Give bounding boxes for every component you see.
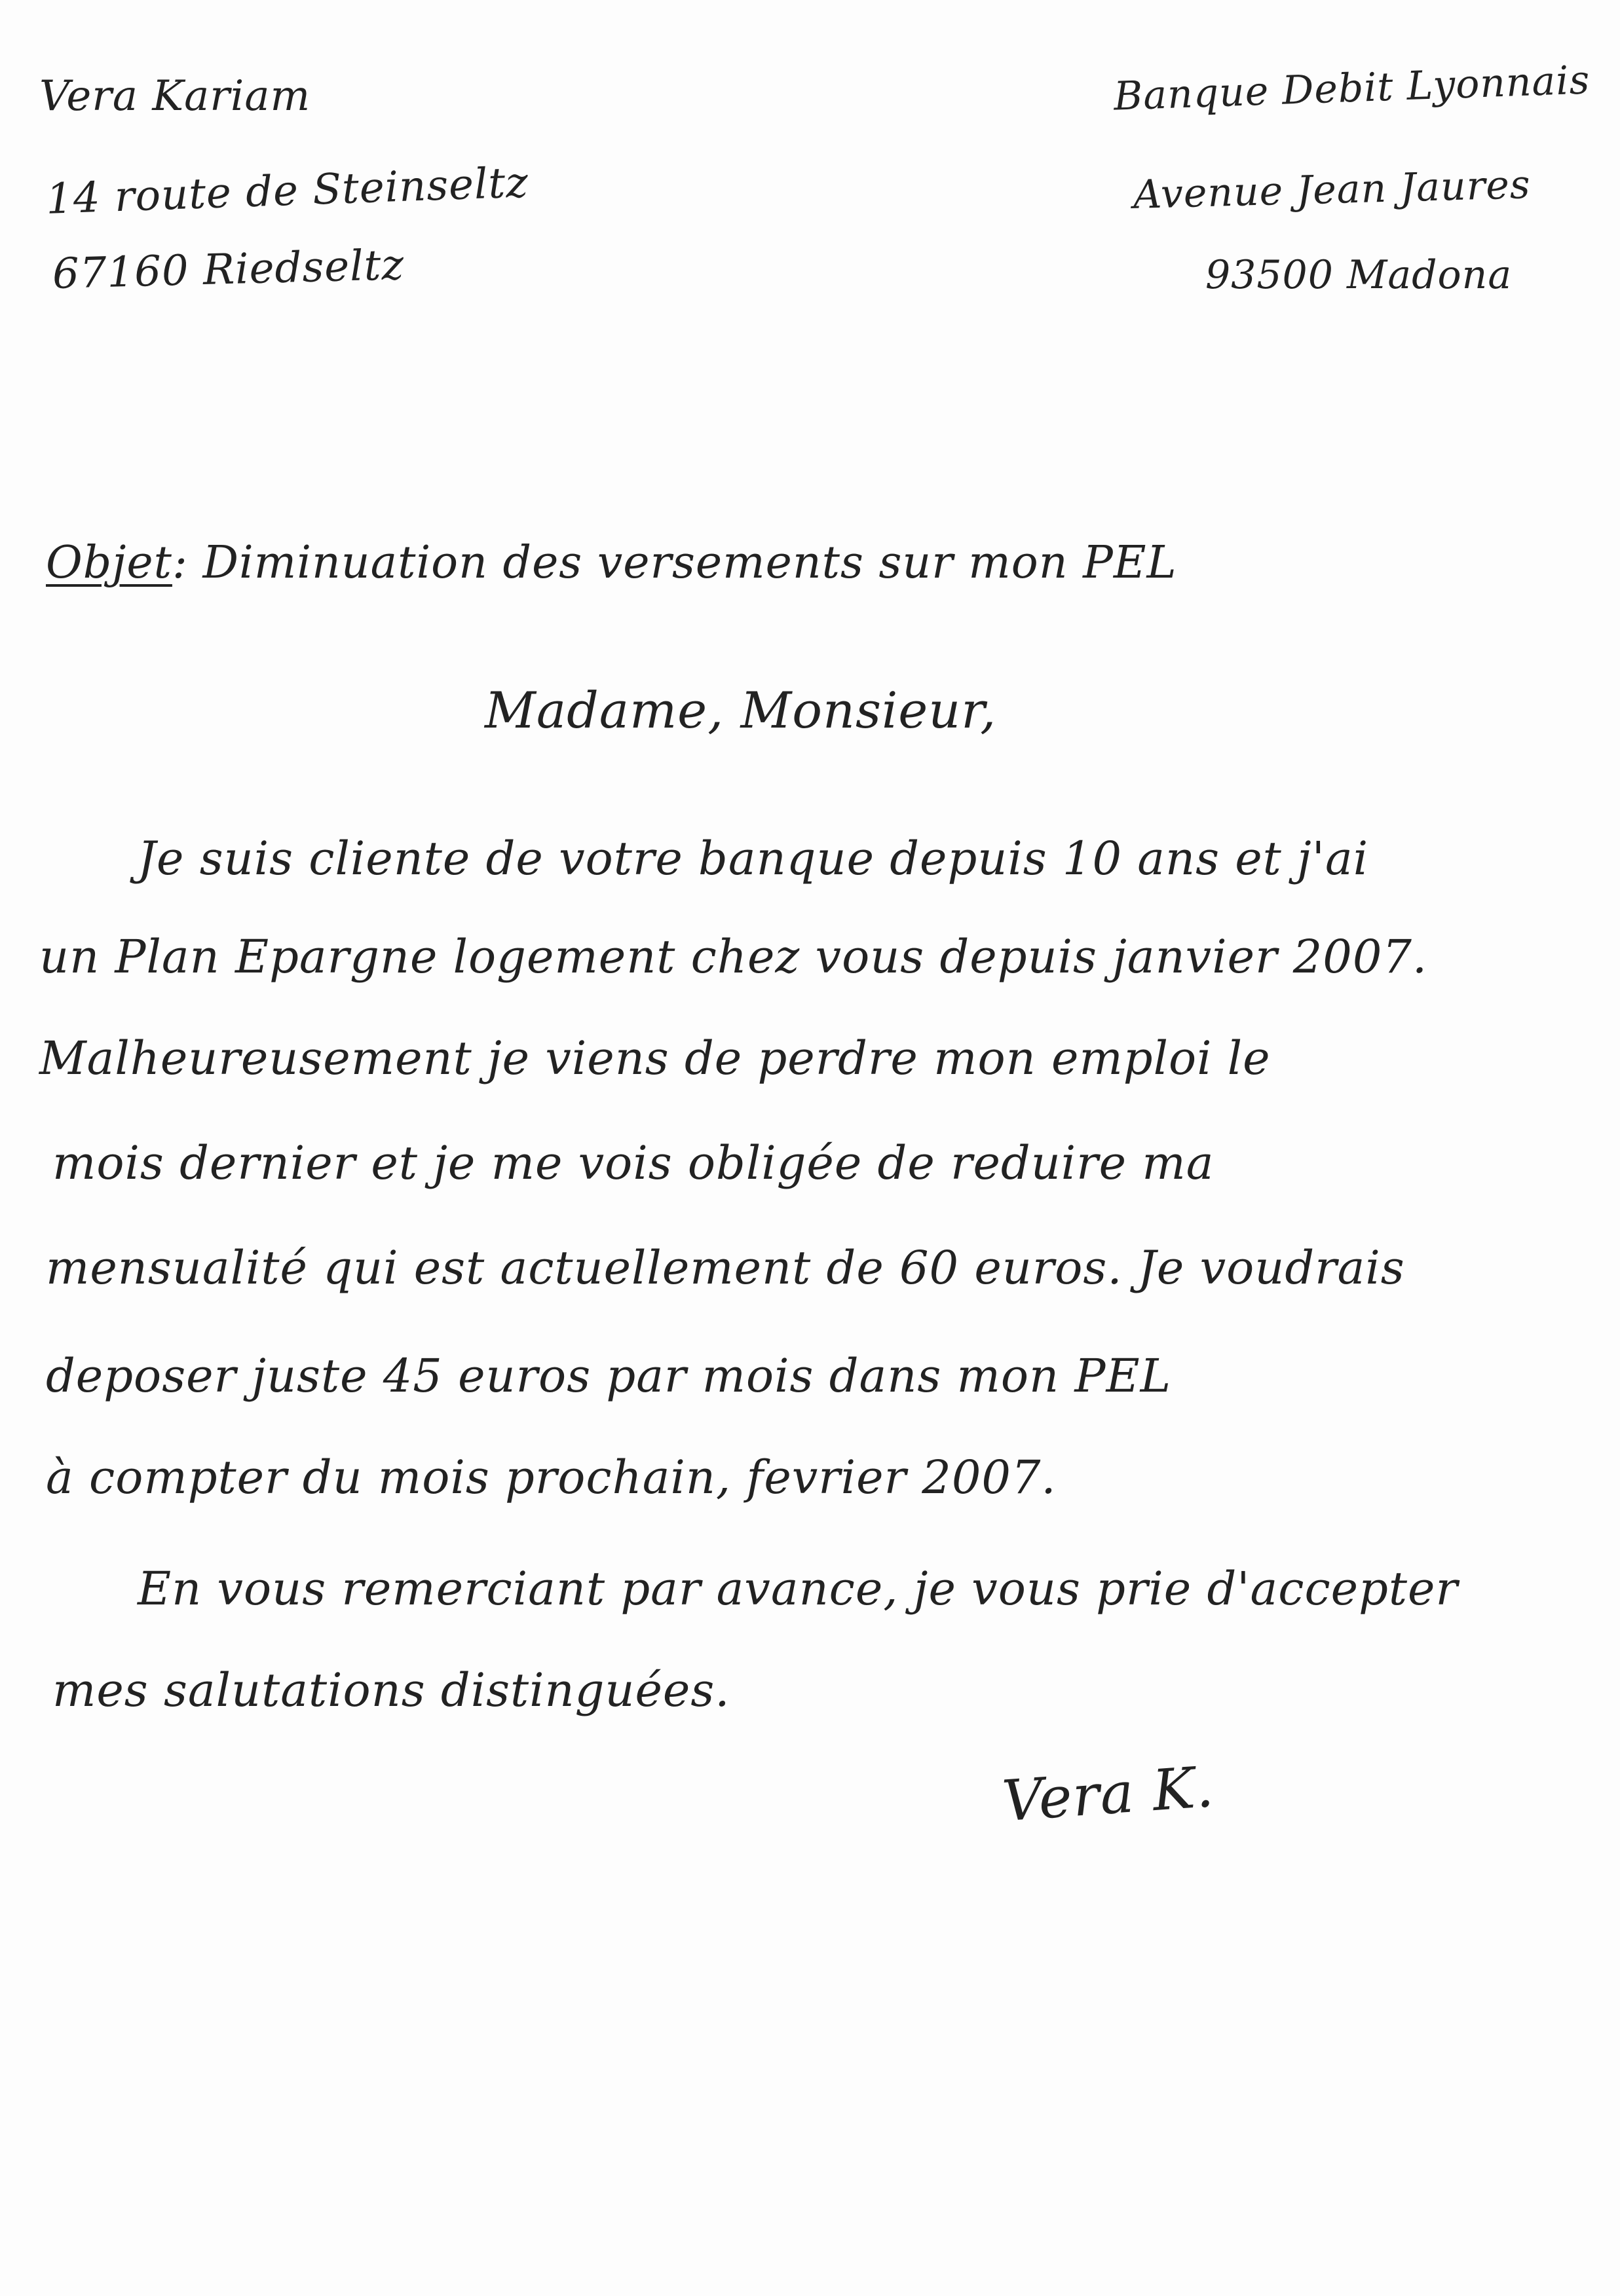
subject-label: Objet: [46, 537, 172, 589]
body-line: mensualité qui est actuellement de 60 euros. Je voudrais: [46, 1241, 1405, 1295]
body-line: à compter du mois prochain, fevrier 2007.: [46, 1451, 1057, 1504]
salutation: Madame, Monsieur,: [485, 681, 997, 739]
recipient-bank: Banque Debit Lyonnais: [1113, 57, 1591, 120]
body-line: Malheureusement je viens de perdre mon emploi le: [39, 1031, 1271, 1085]
subject-separator: :: [172, 537, 188, 589]
subject-text: Diminuation des versements sur mon PEL: [202, 537, 1177, 589]
body-line: deposer juste 45 euros par mois dans mon PEL: [46, 1349, 1172, 1403]
signature: Vera K.: [1000, 1754, 1216, 1835]
subject-line: [46, 537, 1177, 589]
recipient-city: 93500 Madona: [1205, 252, 1513, 298]
body-line: mes salutations distinguées.: [52, 1663, 730, 1717]
recipient-street: Avenue Jean Jaures: [1133, 162, 1532, 218]
sender-street: 14 route de Steinseltz: [45, 158, 530, 224]
body-line: un Plan Epargne logement chez vous depuis janvier 2007.: [39, 930, 1428, 984]
body-line: mois dernier et je me vois obligée de reduire ma: [52, 1136, 1215, 1190]
body-line: En vous remerciant par avance, je vous prie d'accepter: [138, 1562, 1458, 1616]
body-line: Je suis cliente de votre banque depuis 10 ans et j'ai: [138, 832, 1369, 885]
sender-city: 67160 Riedseltz: [52, 240, 405, 299]
sender-name: Vera Kariam: [39, 72, 311, 120]
